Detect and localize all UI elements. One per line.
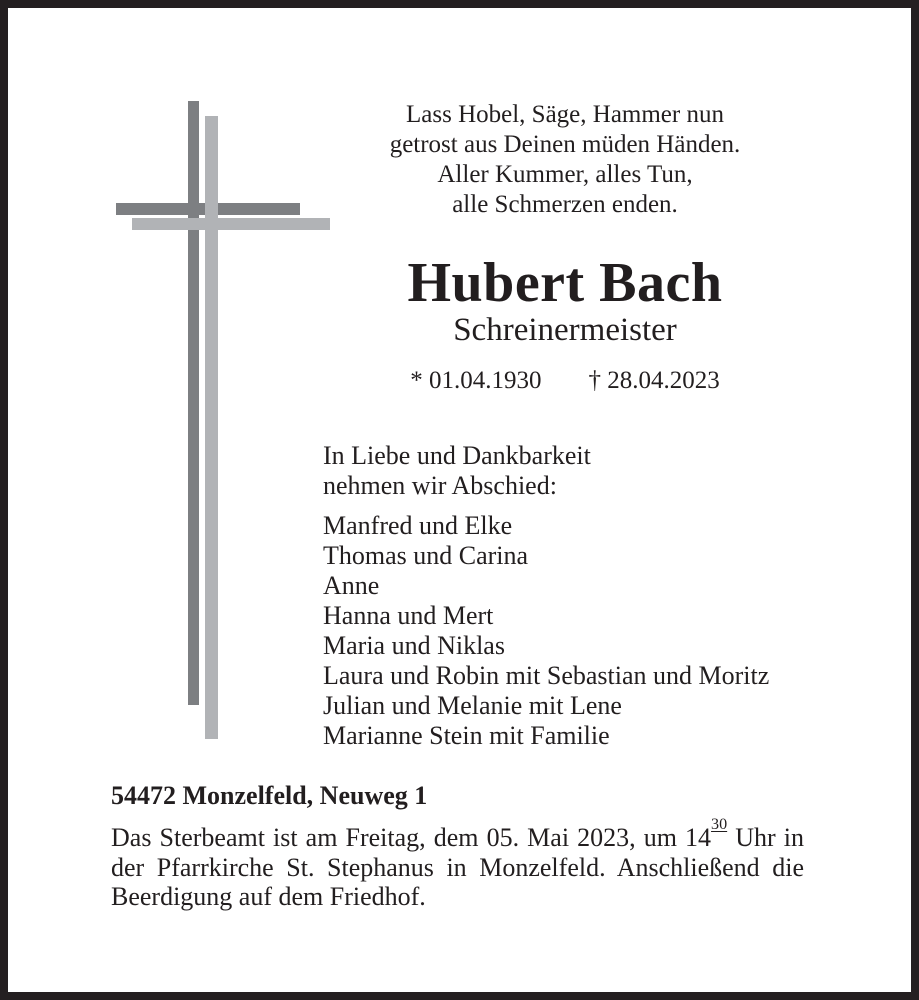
cross-dark-vertical-bar [188,101,199,705]
farewell-intro [323,441,769,501]
cross-light-vertical-bar [205,116,218,739]
intro-line: nehmen wir Abschied: [323,471,557,500]
mourner-line: Marianne Stein mit Familie [323,721,610,750]
death-date: † 28.04.2023 [588,367,720,394]
life-dates [330,366,800,396]
cross-light-horizontal-bar [132,218,330,230]
mourner-line: Maria und Niklas [323,631,505,660]
poem-line: getrost aus Deinen müden Händen. [389,131,741,158]
mourner-line: Manfred und Elke [323,511,513,540]
deceased-name: Hubert Bach [407,252,723,314]
memorial-poem [330,100,800,220]
poem-line: Lass Hobel, Säge, Hammer nun [406,101,724,128]
birth-date: * 01.04.1930 [410,367,542,394]
service-time-superscript: 30 [711,816,728,834]
mourner-line: Laura und Robin mit Sebastian und Moritz [323,661,770,690]
mourner-line: Julian und Melanie mit Lene [323,691,622,720]
service-text-before-time: Das Sterbeamt ist am Freitag, dem 05. Mai 2023, um 14 [111,823,712,852]
mourner-line: Hanna und Mert [323,601,494,630]
deceased-profession: Schreinermeister [453,312,677,348]
family-block [323,441,769,751]
service-text-after-time: Uhr in der Pfarrkirche St. Stephanus in Monzelfeld. Anschließend die Beerdigung auf dem Friedhof. [111,823,804,911]
mourners-list [323,511,769,751]
intro-line: In Liebe und Dankbarkeit [323,441,591,470]
poem-line: alle Schmerzen enden. [452,191,678,218]
poem-line: Aller Kummer, alles Tun, [437,161,693,188]
mourner-line: Anne [323,571,380,600]
mourner-line: Thomas und Carina [323,541,529,570]
address-line: 54472 Monzelfeld, Neuweg 1 [111,781,428,810]
service-info-paragraph [111,816,804,912]
